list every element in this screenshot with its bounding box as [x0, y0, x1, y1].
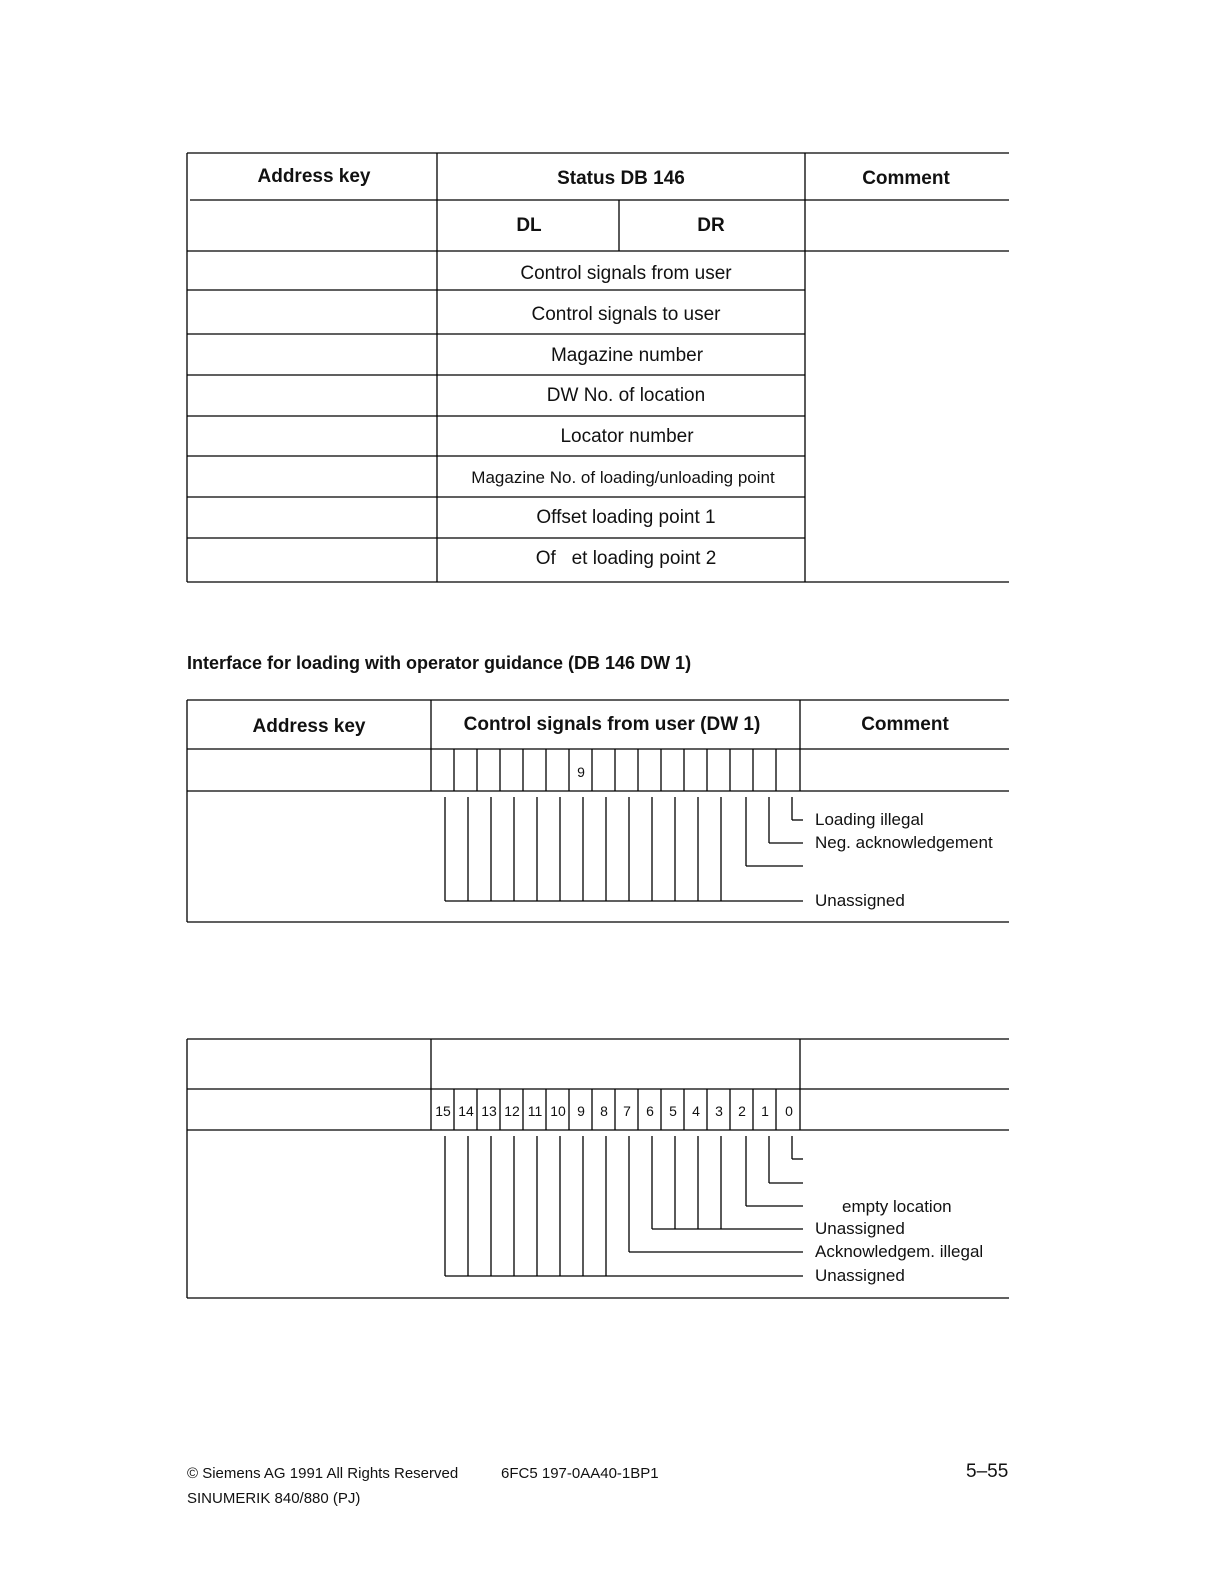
status-row: Magazine number — [550, 345, 704, 366]
header-address-key: Address key — [257, 166, 371, 187]
bit-number: 11 — [527, 1103, 543, 1119]
header-comment: Comment — [861, 714, 949, 735]
legend-empty-location: empty location — [842, 1197, 952, 1216]
bit-number: 15 — [435, 1103, 451, 1119]
bit-number: 10 — [550, 1103, 566, 1119]
product-name: SINUMERIK 840/880 (PJ) — [187, 1490, 361, 1507]
subheader-dr: DR — [697, 215, 725, 236]
bit-number: 8 — [600, 1103, 608, 1119]
section-title: Interface for loading with operator guidance (DB 146 DW 1) — [187, 653, 692, 673]
header-address-key: Address key — [252, 716, 366, 737]
legend-loading-illegal: Loading illegal — [815, 810, 924, 829]
header-comment: Comment — [862, 168, 950, 189]
header-status: Status DB 146 — [557, 168, 685, 189]
status-row: Control signals to user — [531, 304, 721, 325]
bit-number: 14 — [458, 1103, 474, 1119]
status-row: Of et loading point 2 — [535, 548, 717, 569]
status-row: Offset loading point 1 — [536, 507, 716, 528]
subheader-dl: DL — [516, 215, 542, 236]
bit-number: 7 — [623, 1103, 631, 1119]
page-number: 5–55 — [966, 1461, 1009, 1482]
legend-acknowledgem-illegal: Acknowledgem. illegal — [815, 1242, 984, 1261]
legend-neg-acknowledgement: Neg. acknowledgement — [815, 833, 993, 852]
bit-number: 6 — [646, 1103, 654, 1119]
bit-number: 3 — [715, 1103, 723, 1119]
legend-unassigned: Unassigned — [815, 1266, 905, 1285]
bit-number: 12 — [504, 1103, 520, 1119]
bit-number: 13 — [481, 1103, 497, 1119]
status-row: Control signals from user — [520, 263, 732, 284]
status-row: Locator number — [560, 426, 694, 447]
legend-unassigned: Unassigned — [815, 1219, 905, 1238]
bit-number: 0 — [785, 1103, 793, 1119]
bit-number: 1 — [761, 1103, 769, 1119]
bit-number: 9 — [577, 764, 585, 780]
status-row: DW No. of location — [546, 385, 706, 406]
bit-number: 4 — [692, 1103, 700, 1119]
order-number: 6FC5 197-0AA40-1BP1 — [501, 1465, 659, 1482]
bit-number: 2 — [738, 1103, 746, 1119]
header-control-signals: Control signals from user (DW 1) — [463, 714, 761, 735]
bit-number: 5 — [669, 1103, 677, 1119]
status-row: Magazine No. of loading/unloading point — [471, 468, 775, 487]
bit-number: 9 — [577, 1103, 585, 1119]
copyright: © Siemens AG 1991 All Rights Reserved — [187, 1465, 459, 1482]
legend-unassigned: Unassigned — [815, 891, 905, 910]
